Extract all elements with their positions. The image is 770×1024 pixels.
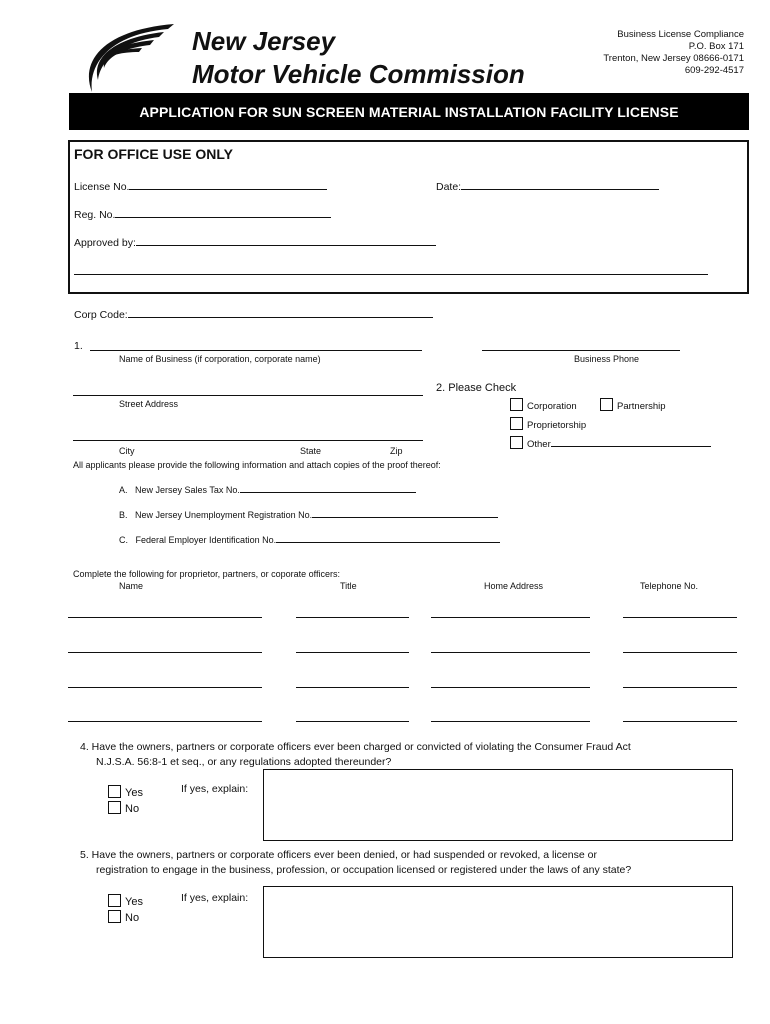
sales-tax-label: New Jersey Sales Tax No. xyxy=(135,485,240,495)
question-5-line1: 5. Have the owners, partners or corporate officers ever been denied, or had suspended or revoked, a license or xyxy=(80,849,597,861)
license-no-label: License No. xyxy=(74,181,130,193)
approved-by-field[interactable] xyxy=(74,236,436,249)
officer-title-line[interactable] xyxy=(296,721,409,722)
question-4-line2: N.J.S.A. 56:8-1 et seq., or any regulations adopted thereunder? xyxy=(96,756,392,768)
street-address-caption: Street Address xyxy=(119,399,179,409)
form-title-banner: APPLICATION FOR SUN SCREEN MATERIAL INSTALLATION FACILITY LICENSE xyxy=(69,93,749,130)
section-1-number: 1. xyxy=(74,340,83,352)
date-line xyxy=(461,180,659,190)
unemployment-reg-letter: B. xyxy=(119,510,128,520)
officer-title-line[interactable] xyxy=(296,617,409,618)
unemployment-reg-label: New Jersey Unemployment Registration No. xyxy=(135,510,313,520)
q4-yes-option[interactable] xyxy=(108,785,143,801)
q4-yes-checkbox[interactable] xyxy=(108,785,121,798)
q5-no-checkbox[interactable] xyxy=(108,910,121,923)
address-line: 609-292-4517 xyxy=(684,65,744,76)
officer-name-line[interactable] xyxy=(68,652,262,653)
city-caption: City xyxy=(119,446,135,456)
agency-address xyxy=(603,29,744,77)
sales-tax-line xyxy=(240,484,416,493)
agency-title-line2: Motor Vehicle Commission xyxy=(192,59,525,89)
q4-explain-label: If yes, explain: xyxy=(181,783,249,795)
business-phone-caption: Business Phone xyxy=(574,354,640,364)
officer-name-line[interactable] xyxy=(68,721,262,722)
proprietorship-label: Proprietorship xyxy=(527,420,587,431)
sales-tax-letter: A. xyxy=(119,485,128,495)
federal-ein-label: Federal Employer Identification No. xyxy=(135,535,277,545)
other-checkbox[interactable] xyxy=(510,436,523,449)
address-line: Business License Compliance xyxy=(617,29,744,40)
corp-code-field[interactable] xyxy=(74,308,433,321)
officers-col-name: Name xyxy=(119,581,144,591)
city-state-zip-line[interactable] xyxy=(73,440,423,441)
office-use-box xyxy=(68,140,749,294)
office-use-title: FOR OFFICE USE ONLY xyxy=(74,146,233,162)
officer-title-line[interactable] xyxy=(296,687,409,688)
corporation-option[interactable] xyxy=(510,398,577,412)
date-field[interactable] xyxy=(436,180,659,193)
q5-yes-option[interactable] xyxy=(108,894,143,910)
nj-mvc-logo xyxy=(82,22,182,94)
federal-ein-line xyxy=(276,534,500,543)
agency-title-line1: New Jersey xyxy=(192,26,336,56)
officer-address-line[interactable] xyxy=(431,652,590,653)
office-notes-line[interactable] xyxy=(74,274,708,275)
proprietorship-option[interactable] xyxy=(510,417,586,431)
unemployment-reg-line xyxy=(312,509,498,518)
officers-col-title: Title xyxy=(340,581,357,591)
q4-yes-label: Yes xyxy=(125,787,143,799)
street-address-line[interactable] xyxy=(73,395,423,396)
partnership-checkbox[interactable] xyxy=(600,398,613,411)
license-no-line xyxy=(129,180,327,190)
business-name-line[interactable] xyxy=(90,350,422,351)
officers-col-address: Home Address xyxy=(484,581,544,591)
officer-phone-line[interactable] xyxy=(623,721,737,722)
q4-explain-box[interactable] xyxy=(263,769,733,841)
q4-no-option[interactable] xyxy=(108,801,139,817)
license-no-field[interactable] xyxy=(74,180,327,193)
question-5-line2: registration to engage in the business, profession, or occupation licensed or registered under the laws of any state? xyxy=(96,864,632,876)
section-2-label: 2. Please Check xyxy=(436,382,517,394)
corp-code-label: Corp Code: xyxy=(74,309,128,321)
business-name-caption: Name of Business (if corporation, corporate name) xyxy=(119,354,321,364)
zip-caption: Zip xyxy=(390,446,403,456)
corp-code-line xyxy=(128,308,433,318)
q5-explain-box[interactable] xyxy=(263,886,733,958)
proof-intro: All applicants please provide the following information and attach copies of the proof thereof: xyxy=(73,460,441,470)
approved-by-line xyxy=(136,236,436,246)
q4-no-label: No xyxy=(125,803,140,815)
other-specify-line[interactable] xyxy=(551,437,711,447)
partnership-option[interactable] xyxy=(600,398,666,412)
question-4-line1: 4. Have the owners, partners or corporate officers ever been charged or convicted of violating the Consumer Fraud Act xyxy=(80,741,631,753)
q5-explain-label: If yes, explain: xyxy=(181,892,249,904)
officer-address-line[interactable] xyxy=(431,617,590,618)
sales-tax-field[interactable] xyxy=(119,484,416,495)
other-option[interactable] xyxy=(510,436,711,450)
officers-col-phone: Telephone No. xyxy=(640,581,699,591)
officer-title-line[interactable] xyxy=(296,652,409,653)
other-label: Other xyxy=(527,439,551,450)
officer-phone-line[interactable] xyxy=(623,617,737,618)
corporation-label: Corporation xyxy=(527,401,577,412)
approved-by-label: Approved by: xyxy=(74,237,136,249)
officer-phone-line[interactable] xyxy=(623,687,737,688)
corporation-checkbox[interactable] xyxy=(510,398,523,411)
officer-address-line[interactable] xyxy=(431,687,590,688)
date-label: Date: xyxy=(436,181,462,193)
unemployment-reg-field[interactable] xyxy=(119,509,498,520)
federal-ein-letter: C. xyxy=(119,535,128,545)
partnership-label: Partnership xyxy=(617,401,666,412)
q5-no-option[interactable] xyxy=(108,910,139,926)
officer-name-line[interactable] xyxy=(68,687,262,688)
address-line: P.O. Box 171 xyxy=(688,41,744,52)
business-phone-line[interactable] xyxy=(482,350,680,351)
officers-intro: Complete the following for proprietor, partners, or coporate officers: xyxy=(73,569,340,579)
proprietorship-checkbox[interactable] xyxy=(510,417,523,430)
reg-no-field[interactable] xyxy=(74,208,331,221)
q5-yes-label: Yes xyxy=(125,896,143,908)
reg-no-label: Reg. No. xyxy=(74,209,116,221)
q5-no-label: No xyxy=(125,912,140,924)
q4-no-checkbox[interactable] xyxy=(108,801,121,814)
reg-no-line xyxy=(115,208,331,218)
state-caption: State xyxy=(300,446,322,456)
officer-address-line[interactable] xyxy=(431,721,590,722)
address-line: Trenton, New Jersey 08666-0171 xyxy=(603,53,744,64)
q5-yes-checkbox[interactable] xyxy=(108,894,121,907)
officer-phone-line[interactable] xyxy=(623,652,737,653)
officer-name-line[interactable] xyxy=(68,617,262,618)
federal-ein-field[interactable] xyxy=(119,534,500,545)
